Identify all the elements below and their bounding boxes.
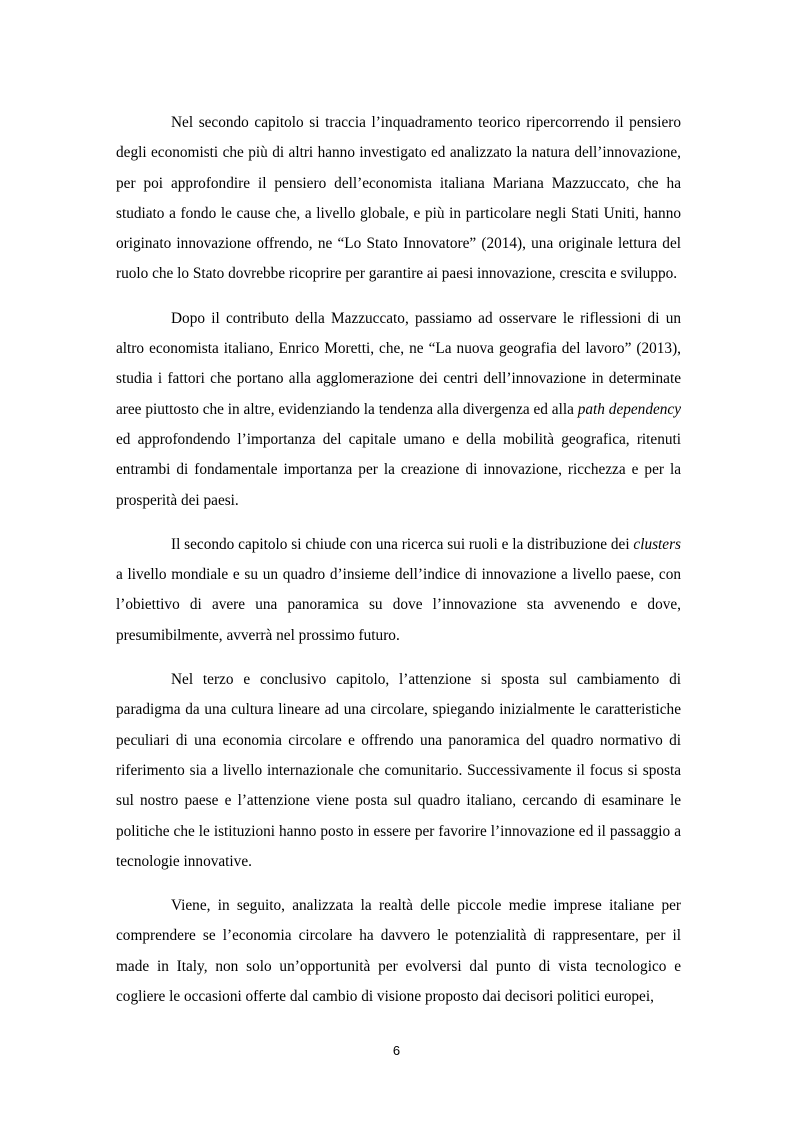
text-segment: ed approfondendo l’importanza del capitale umano e della mobilità geografica, ritenuti entrambi di fondamentale importanza per la creazione di innovazione, ricchezza e per la prosperità dei paesi. (116, 430, 681, 509)
page-number: 6 (392, 1043, 401, 1058)
body-text (116, 108, 681, 1026)
text-segment: a livello mondiale e su un quadro d’insieme dell’indice di innovazione a livello paese, con l’obiettivo di avere una panoramica su dove l’innovazione sta avvenendo e dove, presumibilmente, avverrà nel prossimo futuro. (116, 566, 681, 644)
paragraph (116, 108, 681, 290)
text-segment: Viene, in seguito, analizzata la realtà delle piccole medie imprese italiane per comprendere se l’economia circolare ha davvero le potenzialità di rappresentare, per il made in Italy, non solo un’opportunità per evolversi dal punto di vista tecnologico e cogliere le occasioni offerte dal cambio di visione proposto dai decisori politici europei, (116, 897, 681, 1006)
paragraph (116, 891, 681, 1012)
paragraph (116, 304, 681, 516)
italic-term: path dependency (577, 400, 681, 418)
paragraph (116, 530, 681, 651)
text-segment: Nel terzo e conclusivo capitolo, l’attenzione si sposta sul cambiamento di paradigma da una cultura lineare ad una circolare, spiegando inizialmente le caratteristiche peculiari di una economia circolare e offrendo una panoramica del quadro normativo di riferimento sia a livello internazionale che comunitario. Successivamente il focus si sposta sul nostro paese e l’attenzione viene posta sul quadro italiano, cercando di esaminare le politiche che le istituzioni hanno posto in essere per favorire l’innovazione ed il passaggio a tecnologie innovative. (116, 671, 681, 870)
italic-term: clusters (633, 535, 681, 553)
text-segment: Nel secondo capitolo si traccia l’inquadramento teorico ripercorrendo il pensiero degli economisti che più di altri hanno investigato ed analizzato la natura dell’innovazione, per poi approfondire il pensiero dell’economista italiana Mariana Mazzuccato, che ha studiato a fondo le cause che, a livello globale, e più in particolare negli Stati Uniti, hanno originato innovazione offrendo, ne “Lo Stato Innovatore” (2014), una originale lettura del ruolo che lo Stato dovrebbe ricoprire per garantire ai paesi innovazione, crescita e sviluppo. (116, 114, 681, 283)
text-segment: Il secondo capitolo si chiude con una ricerca sui ruoli e la distribuzione dei (171, 535, 634, 553)
text-segment: Dopo il contributo della Mazzuccato, passiamo ad osservare le riflessioni di un altro economista italiano, Enrico Moretti, che, ne “La nuova geografia del lavoro” (2013), studia i fattori che portano alla agglomerazione dei centri dell’innovazione in determinate aree piuttosto che in altre, evidenziando la tendenza alla divergenza ed alla (116, 309, 681, 418)
paragraph (116, 665, 681, 877)
